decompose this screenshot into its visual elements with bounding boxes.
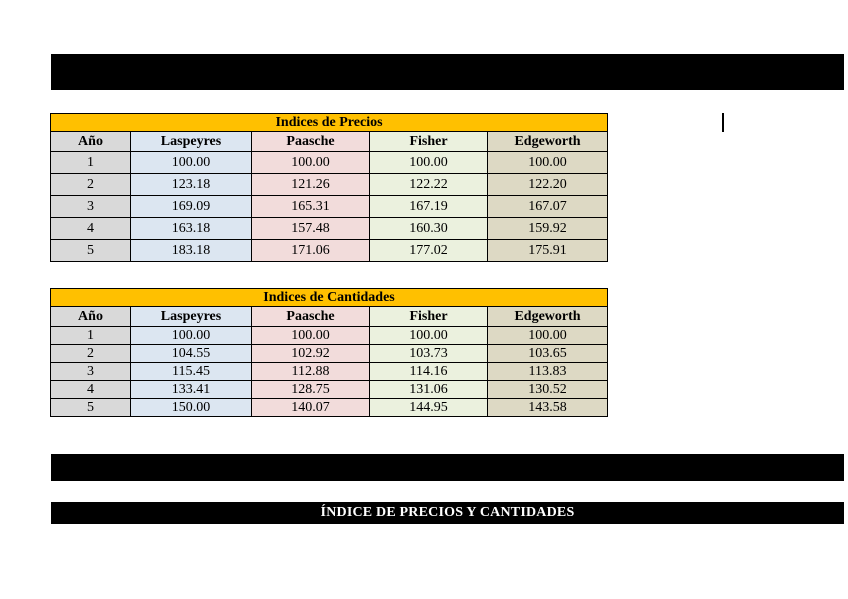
cell-fisher: 122.22 xyxy=(370,174,488,196)
cell-laspeyres: 169.09 xyxy=(131,196,252,218)
table-row xyxy=(51,381,608,399)
cell-paasche: 140.07 xyxy=(252,399,370,417)
cell-year: 3 xyxy=(51,363,131,381)
cell-edgeworth: 122.20 xyxy=(488,174,608,196)
cell-edgeworth: 175.91 xyxy=(488,240,608,262)
cell-laspeyres: 150.00 xyxy=(131,399,252,417)
cell-laspeyres: 123.18 xyxy=(131,174,252,196)
cell-edgeworth: 100.00 xyxy=(488,152,608,174)
cell-edgeworth: 167.07 xyxy=(488,196,608,218)
quantity-index-table xyxy=(50,288,608,417)
text-cursor xyxy=(722,113,724,132)
table-row xyxy=(51,240,608,262)
footer-title: ÍNDICE DE PRECIOS Y CANTIDADES xyxy=(320,505,575,520)
cell-fisher: 114.16 xyxy=(370,363,488,381)
cell-laspeyres: 133.41 xyxy=(131,381,252,399)
cell-edgeworth: 159.92 xyxy=(488,218,608,240)
cell-fisher: 177.02 xyxy=(370,240,488,262)
price-index-title: Indices de Precios xyxy=(51,114,608,132)
cell-fisher: 103.73 xyxy=(370,345,488,363)
cell-year: 4 xyxy=(51,218,131,240)
cell-year: 5 xyxy=(51,399,131,417)
col-header-year: Año xyxy=(51,307,131,327)
col-header-fisher: Fisher xyxy=(370,307,488,327)
cell-paasche: 165.31 xyxy=(252,196,370,218)
cell-fisher: 167.19 xyxy=(370,196,488,218)
col-header-edgeworth: Edgeworth xyxy=(488,132,608,152)
cell-paasche: 102.92 xyxy=(252,345,370,363)
table-row xyxy=(51,399,608,417)
cell-laspeyres: 163.18 xyxy=(131,218,252,240)
cell-edgeworth: 130.52 xyxy=(488,381,608,399)
table-row xyxy=(51,196,608,218)
cell-fisher: 144.95 xyxy=(370,399,488,417)
col-header-fisher: Fisher xyxy=(370,132,488,152)
col-header-laspeyres: Laspeyres xyxy=(131,307,252,327)
cell-paasche: 128.75 xyxy=(252,381,370,399)
cell-paasche: 171.06 xyxy=(252,240,370,262)
cell-edgeworth: 100.00 xyxy=(488,327,608,345)
cell-edgeworth: 143.58 xyxy=(488,399,608,417)
cell-year: 5 xyxy=(51,240,131,262)
col-header-paasche: Paasche xyxy=(252,132,370,152)
table-row xyxy=(51,327,608,345)
cell-edgeworth: 113.83 xyxy=(488,363,608,381)
cell-year: 3 xyxy=(51,196,131,218)
footer-title-bar xyxy=(51,502,844,524)
cell-paasche: 100.00 xyxy=(252,327,370,345)
quantity-index-title: Indices de Cantidades xyxy=(51,289,608,307)
cell-paasche: 112.88 xyxy=(252,363,370,381)
cell-paasche: 157.48 xyxy=(252,218,370,240)
cell-fisher: 100.00 xyxy=(370,152,488,174)
cell-edgeworth: 103.65 xyxy=(488,345,608,363)
middle-black-band xyxy=(51,454,844,481)
cell-paasche: 100.00 xyxy=(252,152,370,174)
cell-year: 1 xyxy=(51,327,131,345)
table-row xyxy=(51,152,608,174)
cell-fisher: 100.00 xyxy=(370,327,488,345)
col-header-laspeyres: Laspeyres xyxy=(131,132,252,152)
cell-laspeyres: 183.18 xyxy=(131,240,252,262)
col-header-year: Año xyxy=(51,132,131,152)
cell-laspeyres: 104.55 xyxy=(131,345,252,363)
table-row xyxy=(51,218,608,240)
top-black-band xyxy=(51,54,844,90)
table-row xyxy=(51,345,608,363)
cell-year: 2 xyxy=(51,345,131,363)
cell-fisher: 131.06 xyxy=(370,381,488,399)
cell-fisher: 160.30 xyxy=(370,218,488,240)
cell-laspeyres: 100.00 xyxy=(131,152,252,174)
table-row xyxy=(51,363,608,381)
table-row xyxy=(51,174,608,196)
cell-paasche: 121.26 xyxy=(252,174,370,196)
col-header-paasche: Paasche xyxy=(252,307,370,327)
cell-year: 4 xyxy=(51,381,131,399)
cell-laspeyres: 115.45 xyxy=(131,363,252,381)
price-index-table xyxy=(50,113,608,262)
col-header-edgeworth: Edgeworth xyxy=(488,307,608,327)
cell-year: 2 xyxy=(51,174,131,196)
cell-laspeyres: 100.00 xyxy=(131,327,252,345)
cell-year: 1 xyxy=(51,152,131,174)
